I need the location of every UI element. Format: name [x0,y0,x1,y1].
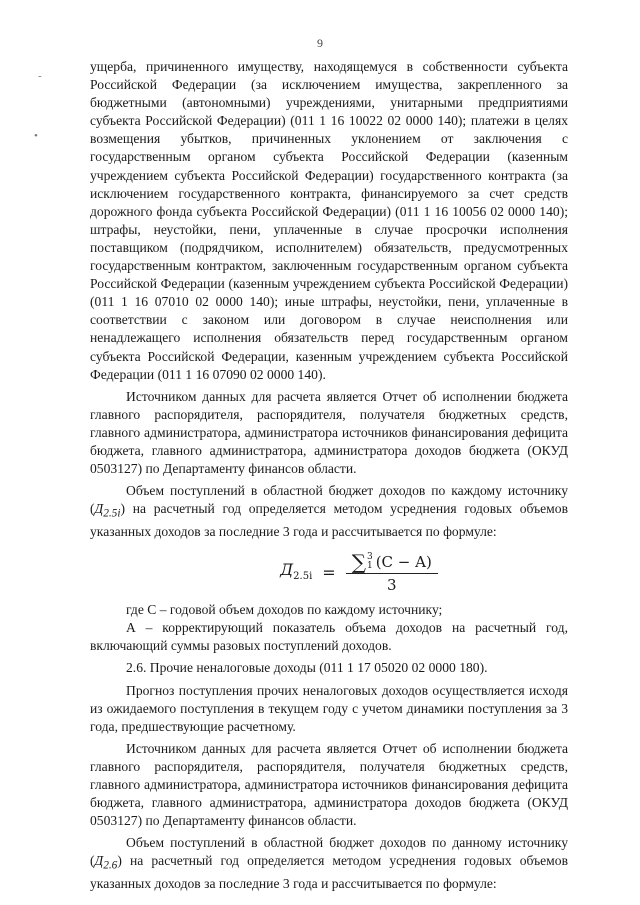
paragraph-forecast: Прогноз поступления прочих неналоговых доходов осуществляется исходя из ожидаемого поступления в текущем году с учетом динамики поступления за 3 года, предшествующие расчетному. [90,682,568,734]
formula-average [150,547,568,599]
sigma-symbol: ∑ [351,549,366,574]
formula-numerator: ∑ 3 1 (C − A) [346,553,438,574]
formula-lhs: $Д_{2.5i}$ [280,559,313,582]
margin-mark: - [38,70,42,82]
paragraph-data-source-2: Источником данных для расчета является Отчет об исполнении бюджета главного распорядителя, распорядителя, получателя бюджетных средств, главного администратора, администратора источников финансирования дефицита бюджета, главного администратора, администратора доходов бюджета (ОКУД 0503127) по Департаменту финансов области. [90,740,568,829]
page-number: 9 [317,36,323,50]
formula-equals: = [322,563,336,583]
paragraph-volume-method: Объем поступлений в областной бюджет доходов по каждому источнику $(Д_{2.5i})$ на расчетный год определяется методом усреднения годовых объемов указанных доходов за последние 3 года и рассчитывается по формуле: [90,483,568,540]
paragraph-volume-method-2: Объем поступлений в областной бюджет доходов по данному источнику $(Д_{2.6})$ на расчетный год определяется методом усреднения годовых объемов указанных доходов за последние 3 года и рассчитывается по формуле: [90,835,568,892]
formula-denominator: 3 [386,575,397,594]
paragraph-damage-payments: ущерба, причиненного имуществу, находящемуся в собственности субъекта Российской Федерации (за исключением имущества, закрепленного за бюджетными (автономными) учреждениями, унитарными предприятиями субъекта Российской Федерации) (011 1 16 10022 02 0000 140); платежи в целях возмещения убытков, причиненных уклонением от заключения с государственным органом субъекта Российской Федерации (казенным учреждением субъекта Российской Федерации) государственного контракта (за исключением государственного контракта, финансируемого за счет средств дорожного фонда субъекта Российской Федерации) (011 1 16 10056 02 0000 140); штрафы, неустойки, пени, уплаченные в случае просрочки исполнения поставщиком (подрядчиком, исполнителем) обязательств, предусмотренных государственным контрактом, заключенным государственным органом субъекта Российской Федерации (казенным учреждением субъекта Российской Федерации) (011 1 16 07010 02 0000 140); иные штрафы, неустойки, пени, уплаченные в соответствии с законом или договором в случае неисполнения или ненадлежащего исполнения обязательств перед государственным органом субъекта Российской Федерации, казенным учреждением субъекта Российской Федерации (011 1 16 07090 02 0000 140). [90,59,568,382]
section-heading-2-6: 2.6. Прочие неналоговые доходы (011 1 17 05020 02 0000 180). [126,660,488,676]
paragraph-where-a: А – корректирующий показатель объема доходов на расчетный год, включающий суммы разовых поступлений доходов. [90,620,568,654]
formula-fraction [346,549,438,594]
paragraph-data-source: Источником данных для расчета является Отчет об исполнении бюджета главного распорядителя, распорядителя, получателя бюджетных средств, главного администратора, администратора источников финансирования дефицита бюджета, главного администратора, администратора доходов бюджета (ОКУД 0503127) по Департаменту финансов области. [90,388,568,477]
symbol-d: $Д_{2.5i}$ [94,501,121,520]
paragraph-where-c: где С – годовой объем доходов по каждому источнику; [126,602,443,618]
symbol-d: $Д_{2.6}$ [94,853,118,873]
sum-limits: 3 1 [366,551,373,571]
document-body [90,58,568,893]
margin-mark: • [34,130,38,142]
